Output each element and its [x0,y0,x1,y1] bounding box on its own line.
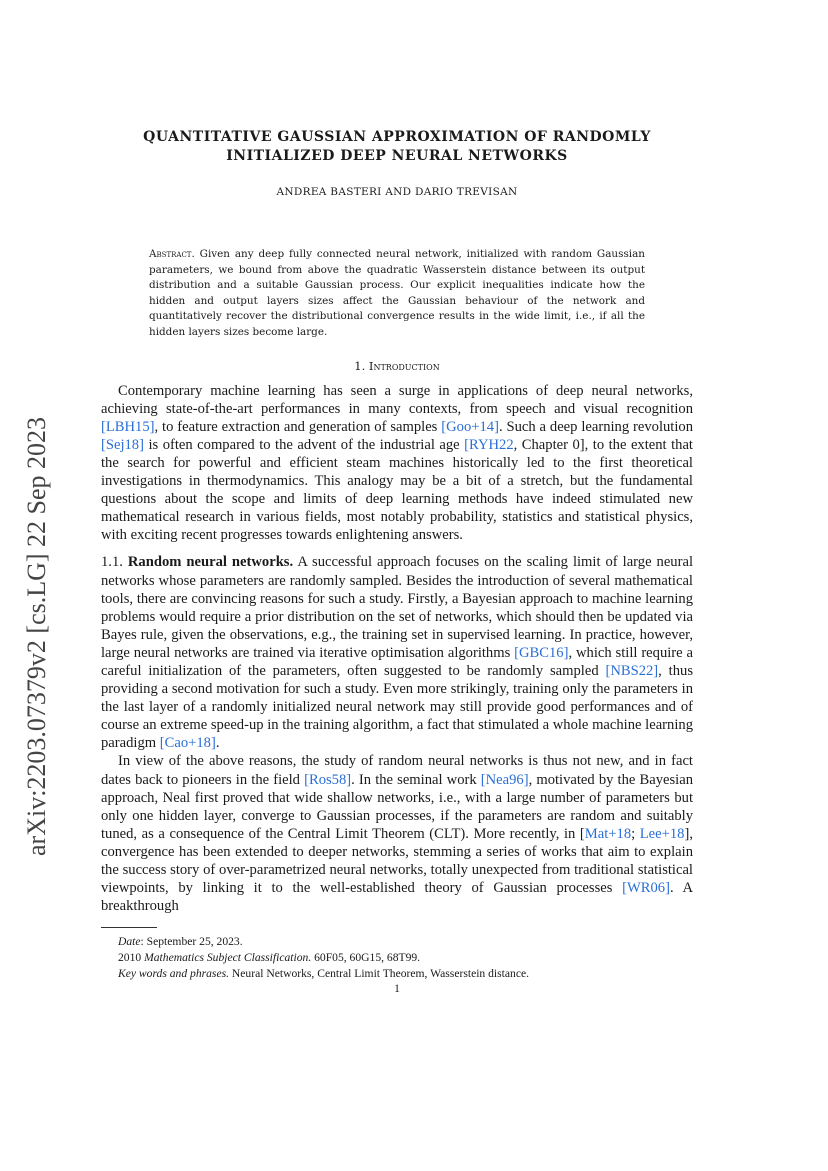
date-value: : September 25, 2023. [140,935,243,949]
title-line-1: QUANTITATIVE GAUSSIAN APPROXIMATION OF RANDOMLY [143,129,651,145]
footnote-divider [101,927,157,928]
footnote-date [118,934,693,950]
text-run: Contemporary machine learning has seen a surge in applications of deep neural networks, achieving state-of-the-art performances in many contexts, from speech and visual recognition [101,382,693,417]
citation-bracket: [ [579,825,585,842]
citation-link[interactable]: Mat+18 [584,825,632,842]
text-run: is often compared to the advent of the industrial age [143,436,465,453]
text-run: . A breakthrough [101,880,693,915]
citation-link[interactable]: [Sej18] [101,436,144,453]
msc-label: Mathematics Subject Classification. [144,951,312,965]
citation-link[interactable]: [GBC16] [514,644,569,661]
citation-separator: ; [631,825,640,842]
abstract-text: Given any deep fully connected neural network, initialized with random Gaussian parameters, we bound from above the quadratic Wasserstein distance between its output distribution and a suitable Gaussian process. Our explicit inequalities indicate how the hidden and output layers sizes affect the Gaussian behaviour of the network and quantitatively recover the distributional convergence results in the wide limit, i.e., if all the hidden layers sizes become large. [149,248,645,338]
paragraph-random-networks-history [101,752,693,915]
citation-link[interactable]: [WR06] [622,880,670,897]
subsection-heading: Random neural networks. [127,554,294,571]
text-run: . Such a deep learning revolution [498,418,694,435]
msc-value: 60F05, 60G15, 68T99. [311,951,421,965]
text-run: In view of the above reasons, the study of random neural networks is thus not new, and in fact dates back to pioneers in the field [101,753,693,788]
text-run: , motivated by the Bayesian approach, Neal first proved that wide shallow networks, i.e., with a large number of parameters but only one hidden layer, converge to Gaussian processes, if the parameters are random and suitably tuned, as a consequence of the Central Limit Theorem (CLT). More recently, in [101,771,693,842]
section-title: Introduction [368,358,440,373]
arxiv-identifier-stamp [18,360,58,860]
text-run: . In the seminal work [351,771,481,788]
citation-bracket: ] [684,825,690,842]
section-number: 1. [354,358,366,373]
text-run: , to the extent that the search for powerful and efficient steam machines historically led to the first theoretical investigations in thermodynamics. This analogy may be a bit of a stretch, but the fundamental questions about the scope and limits of deep learning methods have indeed stimulated new mathematical research in various fields, most notably probability, statistics and statistical physics, with exciting recent progresses towards enlightening answers. [101,436,693,544]
text-run: , which still require a careful initialization of the parameters, often suggested to be randomly sampled [101,644,693,679]
authors: ANDREA BASTERI AND DARIO TREVISAN [276,186,518,198]
keywords-label: Key words and phrases. [118,967,230,981]
citation-link[interactable]: [LBH15] [101,418,155,435]
subsection-paragraph-1-1 [101,553,693,752]
abstract [149,247,645,341]
citation-link[interactable]: [Ros58] [304,771,352,788]
date-label: Date [118,935,141,949]
citation-link[interactable]: [Goo+14] [441,418,499,435]
footnote-msc [118,950,693,966]
paper-page [101,0,693,995]
citation-bracket: [ [464,436,470,453]
abstract-label: Abstract. [149,248,195,260]
citation-link[interactable]: RYH22 [469,436,514,453]
text-run: , thus providing a second motivation for such a study. Even more strikingly, training only the parameters in the last layer of a randomly initialized neural network may still provide good performances and of course an extreme speed-up in the training algorithm, a fact that stimulated a whole machine learning paradigm [101,662,693,752]
msc-year: 2010 [118,951,145,965]
intro-paragraph-1 [101,382,693,545]
page-number: 1 [394,983,400,996]
citation-link[interactable]: [Cao+18] [159,735,216,752]
subsection-number: 1.1. [101,554,123,571]
footnotes [101,934,693,982]
citation-link[interactable]: [NBS22] [605,662,659,679]
text-run: , to feature extraction and generation of samples [154,418,442,435]
citation-suffix: , Chapter 0] [513,436,585,453]
footnote-keywords [118,966,693,982]
text-run: , convergence has been extended to deeper networks, stemming a series of works that aim to explain the success story of over-parametrized neural networks, totally unexpected from traditional statistical viewpoints, by linking it to the well-established theory of Gaussian processes [101,825,693,897]
text-run: A successful approach focuses on the scaling limit of large neural networks whose parameters are randomly sampled. Besides the introduction of several mathematical tools, there are convincing reasons for such a study. Firstly, a Bayesian approach to machine learning problems would require a prior distribution on the set of networks, which should then be updated via Bayes rule, given the observations, e.g., the training set in supervised learning. In practice, however, large neural networks are trained via iterative optimisation algorithms [101,554,693,661]
title-line-2: INITIALIZED DEEP NEURAL NETWORKS [226,148,568,164]
keywords-value: Neural Networks, Central Limit Theorem, Wasserstein distance. [229,967,530,981]
citation-link[interactable]: Lee+18 [639,825,685,842]
citation-link[interactable]: [Nea96] [480,771,529,788]
text-run: . [215,735,220,752]
arxiv-id-text: arXiv:2203.07379v2 [cs.LG] 22 Sep 2023 [22,416,51,856]
paper-title [101,128,693,166]
section-heading [101,359,693,373]
